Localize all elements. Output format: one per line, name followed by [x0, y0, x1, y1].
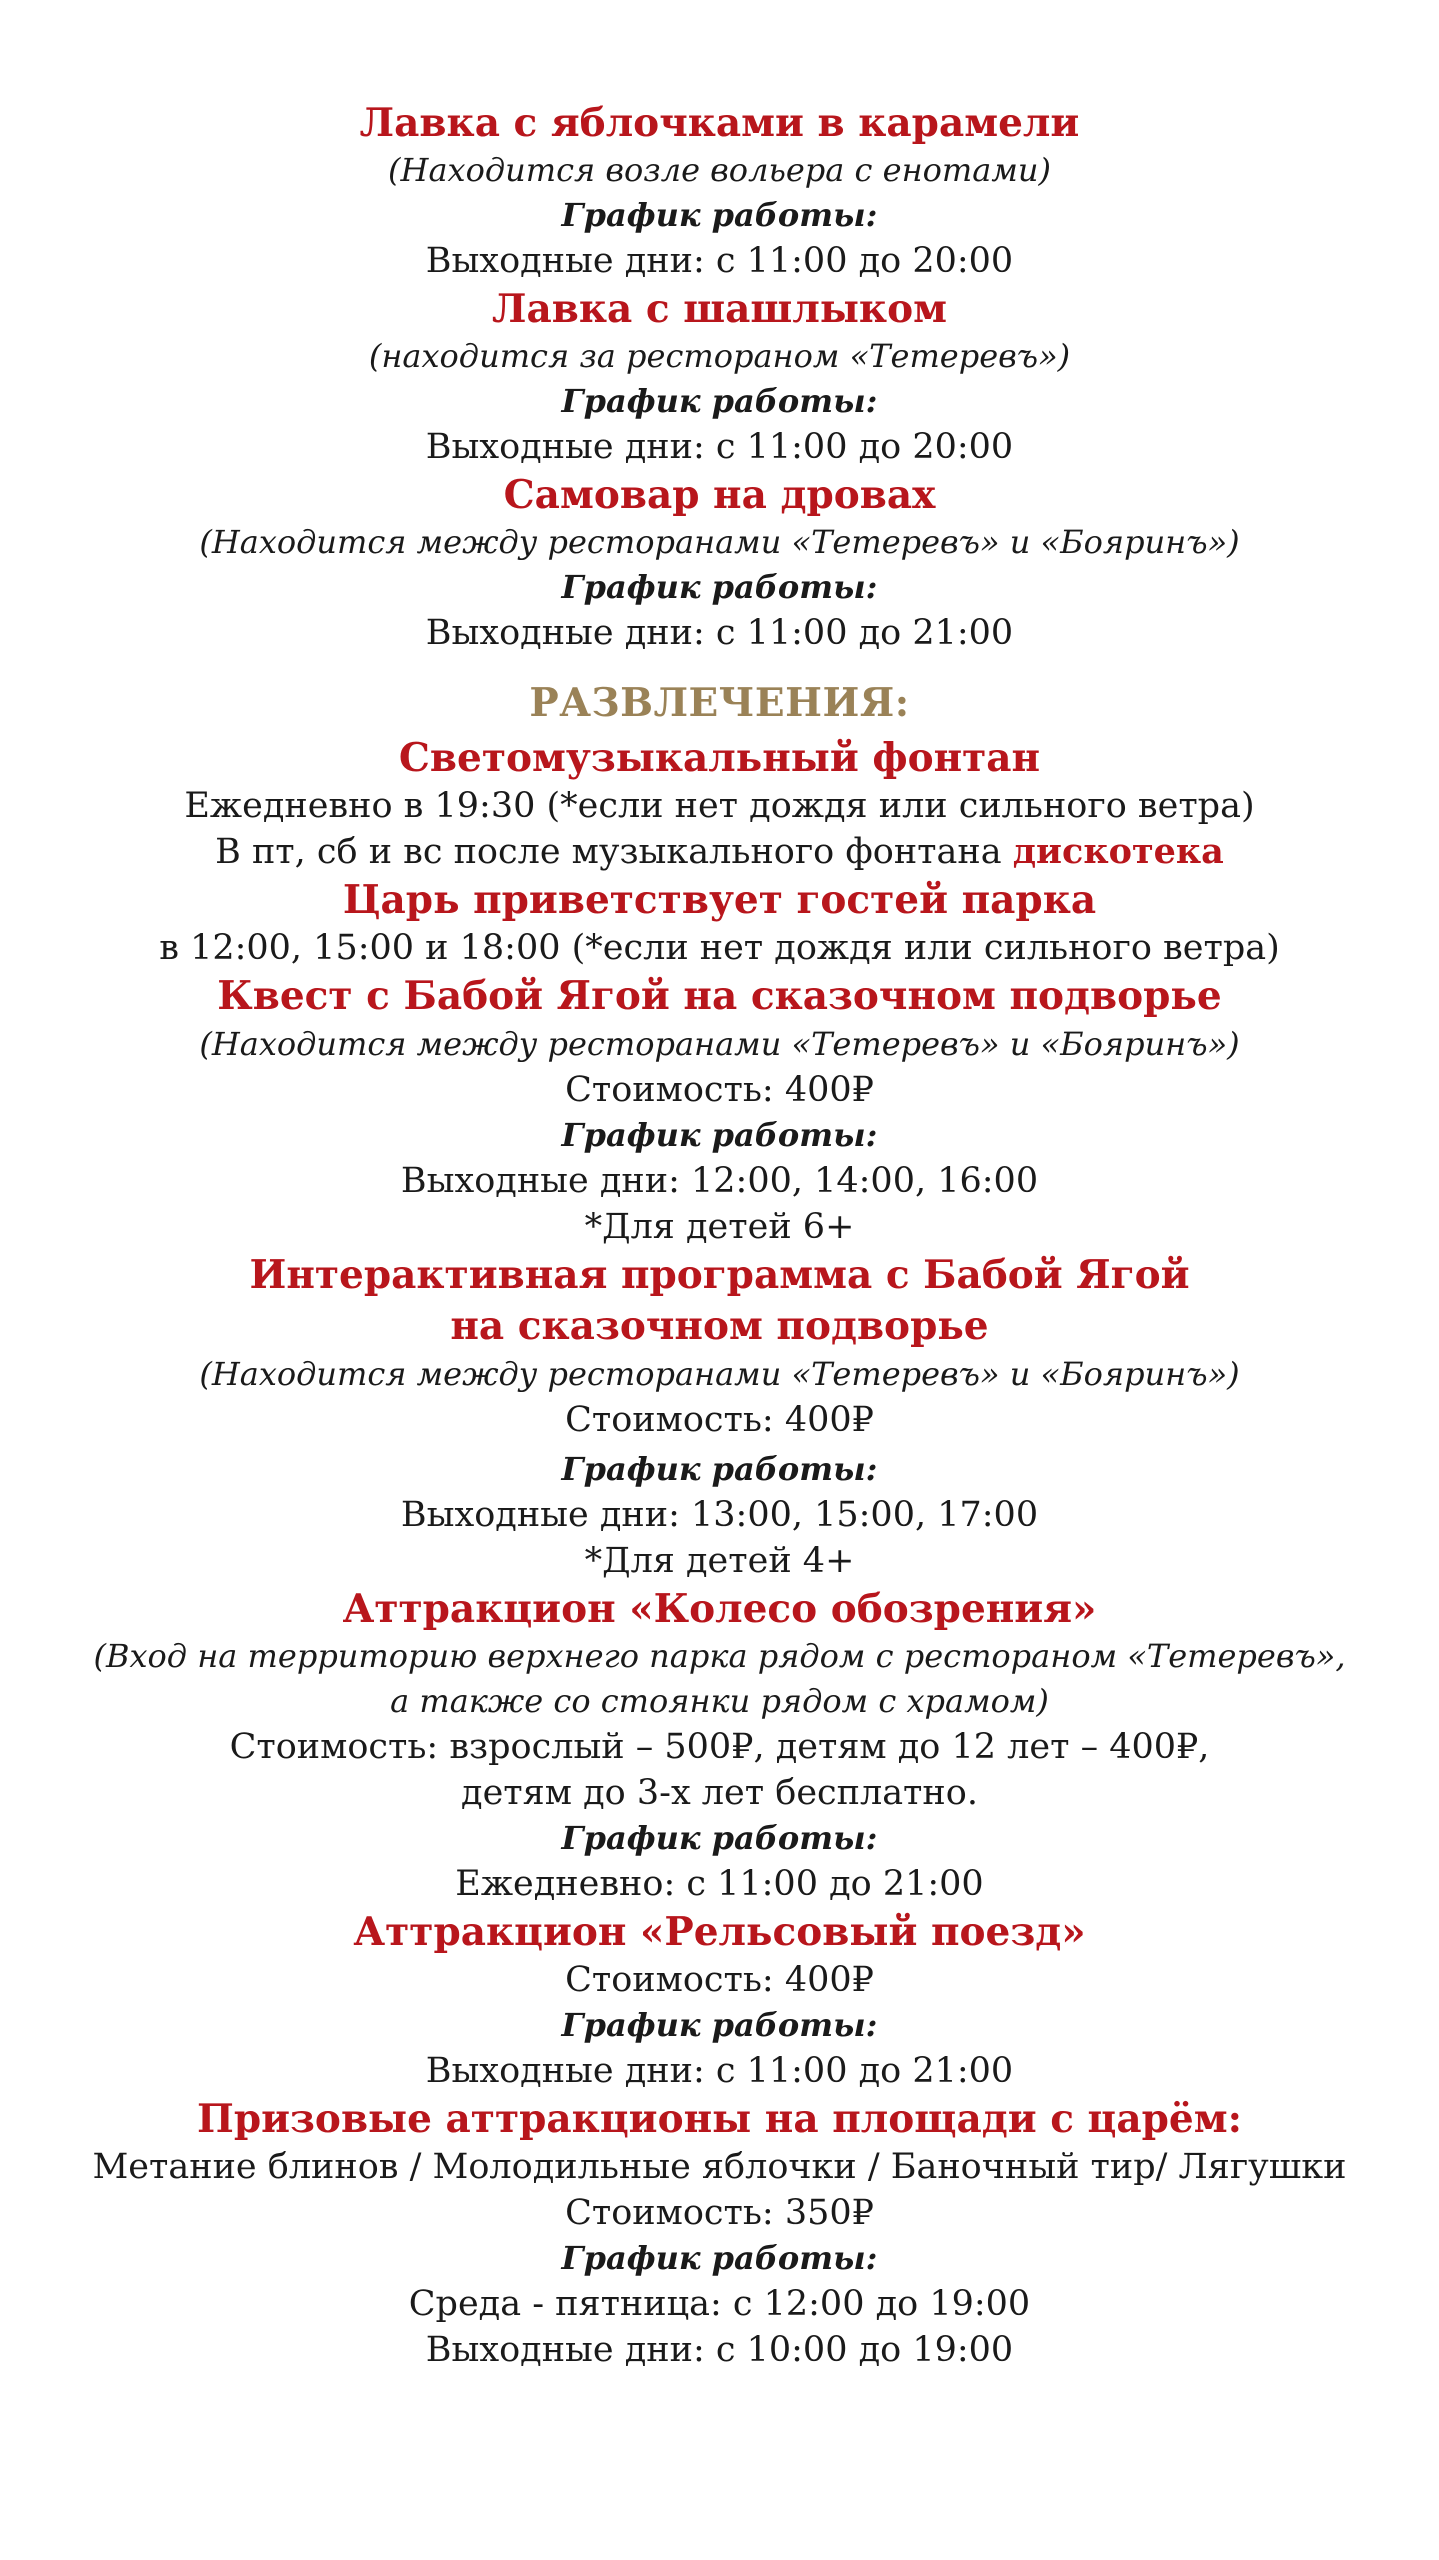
section-title: Аттракцион «Рельсовый поезд» — [353, 1909, 1086, 1955]
location-note: (Находится возле вольера с енотами) — [388, 151, 1051, 189]
location-note-line-2: а также со стоянки рядом с храмом) — [390, 1682, 1049, 1720]
schedule-label: График работы: — [561, 568, 878, 606]
price-line: Стоимость: 400₽ — [565, 1400, 874, 1440]
disco-accent: дискотека — [1012, 831, 1224, 872]
price-line: Стоимость: 400₽ — [565, 1960, 874, 2000]
section-shashlik — [0, 284, 1439, 470]
section-ferris-wheel — [0, 1584, 1439, 1907]
section-tsar — [0, 875, 1439, 971]
schedule-label: График работы: — [561, 382, 878, 420]
price-line: Стоимость: 400₽ — [565, 1070, 874, 1110]
schedule-label: График работы: — [561, 196, 878, 234]
price-line: Стоимость: 350₽ — [565, 2193, 874, 2233]
disco-line — [0, 829, 1439, 875]
section-title: Лавка с яблочками в карамели — [359, 100, 1080, 146]
location-note-line-1: (Вход на территорию верхнего парка рядом с рестораном «Тетеревъ», — [93, 1637, 1346, 1675]
price-line-2: детям до 3-х лет бесплатно. — [461, 1773, 978, 1813]
schedule-line-weekend: Выходные дни: с 10:00 до 19:00 — [425, 2330, 1014, 2370]
schedule-line: Выходные дни: 13:00, 15:00, 17:00 — [400, 1495, 1039, 1535]
age-note: *Для детей 4+ — [584, 1541, 855, 1581]
section-title: Призовые аттракционы на площади с царём: — [197, 2096, 1242, 2142]
section-samovar — [0, 470, 1439, 656]
section-title: Царь приветствует гостей парка — [342, 877, 1097, 923]
attractions-list: Метание блинов / Молодильные яблочки / Баночный тир/ Лягушки — [92, 2147, 1347, 2187]
schedule-line: Выходные дни: 12:00, 14:00, 16:00 — [400, 1161, 1039, 1201]
location-note: (Находится между ресторанами «Тетеревъ» и «Бояринъ») — [199, 1025, 1240, 1063]
schedule-line: Выходные дни: с 11:00 до 21:00 — [425, 613, 1014, 653]
location-note: (Находится между ресторанами «Тетеревъ» и «Бояринъ») — [199, 523, 1240, 561]
section-fountain — [0, 733, 1439, 875]
fountain-time-line: Ежедневно в 19:30 (*если нет дождя или сильного ветра) — [184, 786, 1255, 826]
disco-line-text: В пт, сб и вс после музыкального фонтана — [215, 832, 1013, 872]
section-caramel-apples — [0, 98, 1439, 284]
entertainment-heading: РАЗВЛЕЧЕНИЯ: — [529, 680, 910, 726]
location-note: (Находится между ресторанами «Тетеревъ» и «Бояринъ») — [199, 1355, 1240, 1393]
schedule-label: График работы: — [561, 1819, 878, 1857]
section-title-line-1: Интерактивная программа с Бабой Ягой — [249, 1252, 1190, 1298]
schedule-line: Ежедневно: с 11:00 до 21:00 — [455, 1864, 984, 1904]
section-title: Аттракцион «Колесо обозрения» — [342, 1586, 1097, 1632]
location-note: (находится за рестораном «Тетеревъ») — [368, 337, 1071, 375]
section-title: Лавка с шашлыком — [492, 286, 947, 332]
schedule-label: График работы: — [561, 2006, 878, 2044]
schedule-label: График работы: — [561, 1450, 878, 1488]
schedule-label: График работы: — [561, 2239, 878, 2277]
section-interactive — [0, 1250, 1439, 1584]
section-prize-attractions — [0, 2094, 1439, 2373]
schedule-label: График работы: — [561, 1116, 878, 1154]
price-line-1: Стоимость: взрослый – 500₽, детям до 12 лет – 400₽, — [229, 1727, 1210, 1767]
section-title: Квест с Бабой Ягой на сказочном подворье — [217, 973, 1222, 1019]
age-note: *Для детей 6+ — [584, 1207, 855, 1247]
section-title: Самовар на дровах — [503, 472, 936, 518]
schedule-line: Выходные дни: с 11:00 до 20:00 — [425, 427, 1014, 467]
section-title: Светомузыкальный фонтан — [398, 735, 1041, 781]
tsar-time-line: в 12:00, 15:00 и 18:00 (*если нет дождя или сильного ветра) — [159, 928, 1280, 968]
section-rail-train — [0, 1907, 1439, 2094]
schedule-line: Выходные дни: с 11:00 до 20:00 — [425, 241, 1014, 281]
section-quest — [0, 971, 1439, 1250]
schedule-line: Выходные дни: с 11:00 до 21:00 — [425, 2051, 1014, 2091]
section-title-line-2: на сказочном подворье — [450, 1303, 989, 1349]
schedule-line-weekday: Среда - пятница: с 12:00 до 19:00 — [408, 2284, 1031, 2324]
